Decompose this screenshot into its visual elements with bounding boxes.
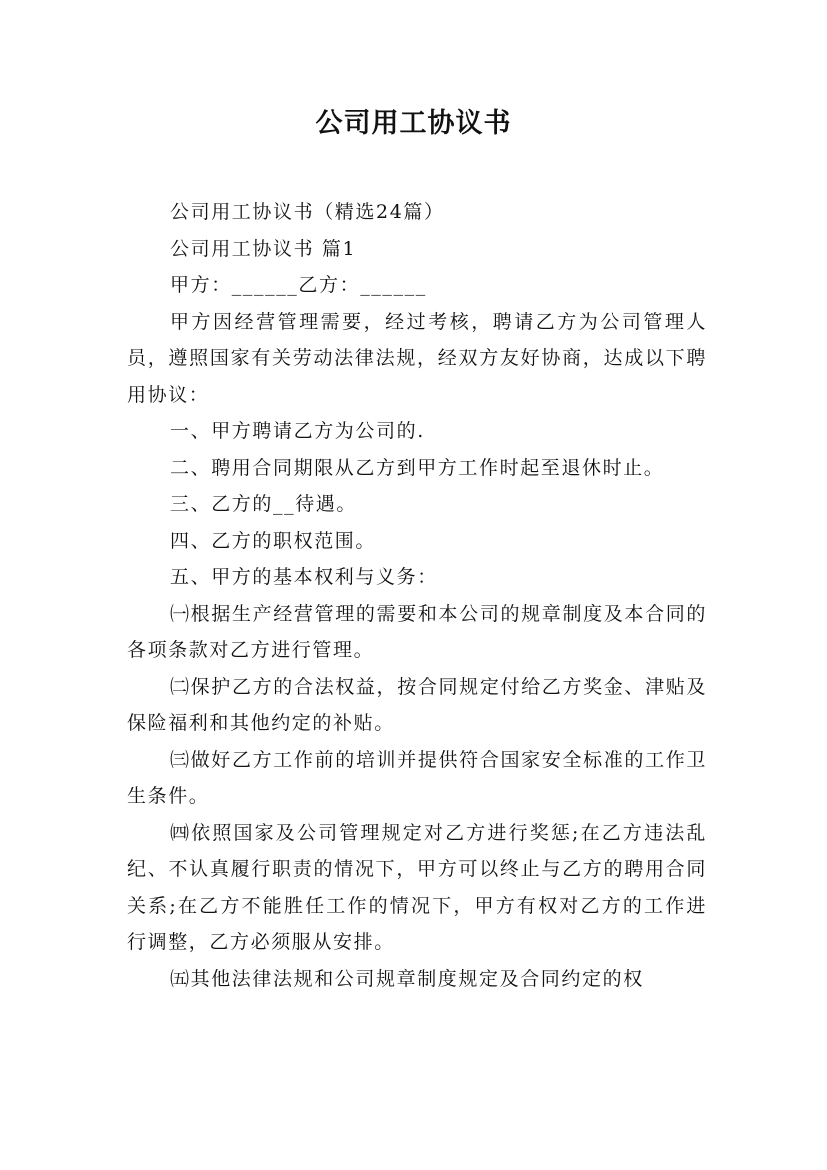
paragraph-item-1: ㈠根据生产经营管理的需要和本公司的规章制度及本合同的各项条款对乙方进行管理。 <box>127 602 707 661</box>
paragraph-item-5: ㈤其他法律法规和公司规章制度规定及合同约定的权 <box>170 967 644 990</box>
paragraph-clause-5: 五、甲方的基本权利与义务： <box>170 566 438 588</box>
paragraph-item-4: ㈣依照国家及公司管理规定对乙方进行奖惩;在乙方违法乱纪、不认真履行职责的情况下，甲方可以终止与乙方的聘用合同关系;在乙方不能胜任工作的情况下，甲方有权对乙方的工作进行调整，乙方必须服从安排。 <box>127 821 707 953</box>
paragraph-subtitle: 公司用工协议书（精选24篇） <box>170 201 445 223</box>
paragraph-clause-3: 三、乙方的__待遇。 <box>170 493 358 515</box>
paragraph-preamble: 甲方因经营管理需要，经过考核，聘请乙方为公司管理人员，遵照国家有关劳动法律法规，经双方友好协商，达成以下聘用协议： <box>127 310 707 406</box>
paragraph-section-heading: 公司用工协议书 篇1 <box>170 237 357 260</box>
paragraph-clause-2: 二、聘用合同期限从乙方到甲方工作时起至退休时止。 <box>170 456 665 479</box>
paragraph-item-3: ㈢做好乙方工作前的培训并提供符合国家安全标准的工作卫生条件。 <box>127 748 707 807</box>
paragraph-clause-4: 四、乙方的职权范围。 <box>170 529 377 552</box>
paragraph-parties: 甲方：______乙方：______ <box>170 274 427 296</box>
paragraph-item-2: ㈡保护乙方的合法权益，按合同规定付给乙方奖金、津贴及保险福利和其他约定的补贴。 <box>127 675 707 734</box>
document-body <box>127 194 707 997</box>
document-title: 公司用工协议书 <box>315 108 512 139</box>
paragraph-clause-1: 一、甲方聘请乙方为公司的. <box>170 420 425 442</box>
